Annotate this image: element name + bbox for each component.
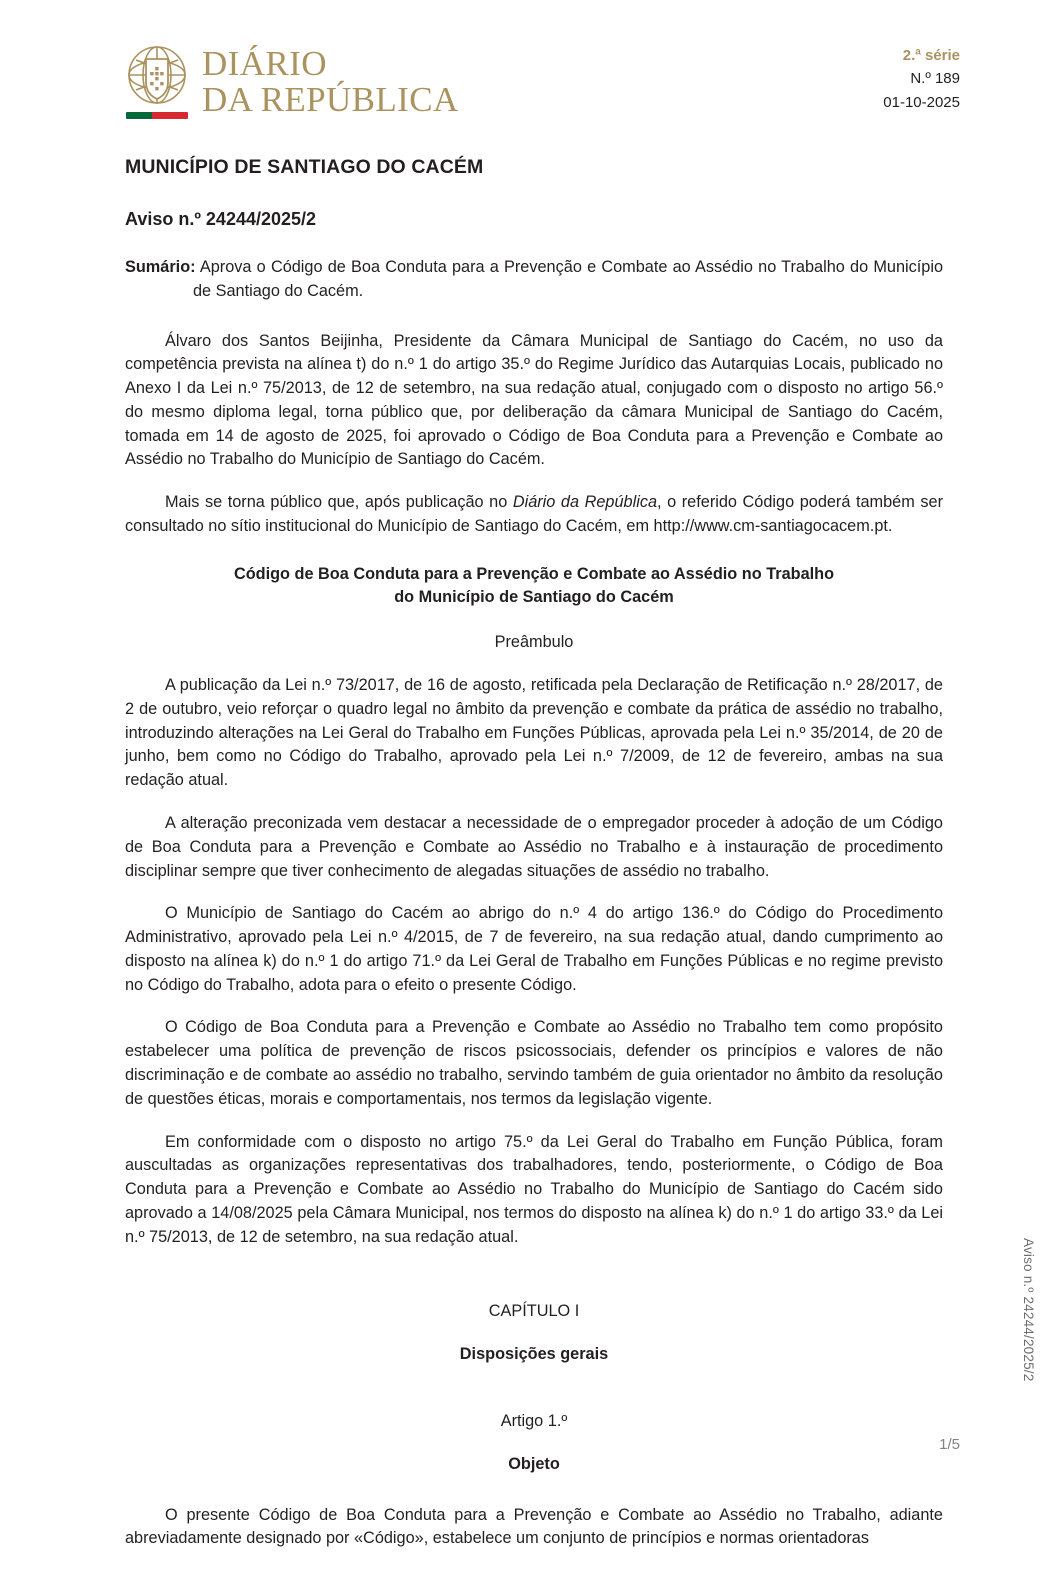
portugal-flag-bar-icon [126,112,188,119]
issue-number: N.º 189 [910,70,960,88]
preamble-paragraph-5: Em conformidade com o disposto no artigo 75.º da Lei Geral do Trabalho em Função Pública, foram auscultadas as organizações representativas dos trabalhadores, tendo, posteriormente, o Código de Boa Conduta para a Prevenção e Combate ao Assédio no Trabalho do Município de Santiago do Cacém sido aprovado a 14/08/2025 pela Câmara Municipal, nos termos do disposto na alínea k) do n.º 1 do artigo 33.º da Lei n.º 75/2013, de 12 de setembro, na sua redação atual. [125,1132,943,1246]
mais-prefix: Mais se torna público que, após publicação no [165,493,513,512]
document-content [125,156,943,1570]
article-name: Objeto [508,1454,560,1473]
side-notice-label: Aviso n.º 24244/2025/2 [1021,1238,1036,1382]
page-indicator: 1/5 [939,1436,960,1453]
preamble-paragraph-1: A publicação da Lei n.º 73/2017, de 16 de agosto, retificada pela Declaração de Retificação n.º 28/2017, de 2 de outubro, veio reforçar o quadro legal no âmbito da prevenção e combate da prática de assédio no trabalho, introduzindo alterações na Lei Geral do Trabalho em Funções Públicas, aprovada pela Lei n.º 35/2014, de 20 de junho, bem como no Código do Trabalho, aprovado pela Lei n.º 7/2009, de 12 de fevereiro, ambas na sua redação atual. [125,676,943,790]
page-title: MUNICÍPIO DE SANTIAGO DO CACÉM [125,156,484,178]
issue-info [883,44,960,114]
code-title [125,563,943,609]
logo-line-2: DA REPÚBLICA [202,80,459,120]
paragraph-mais-se-torna-publico [125,491,943,539]
summary-block [125,256,943,304]
notice-title: Aviso n.º 24244/2025/2 [125,209,317,229]
page-masthead [0,0,1058,140]
logo-line-1: DIÁRIO [202,44,327,83]
code-title-line-2: do Município de Santiago do Cacém [394,587,674,606]
article-1-text: O presente Código de Boa Conduta para a Prevenção e Combate ao Assédio no Trabalho, adiante abreviadamente designado por «Código», estabelece um conjunto de princípios e normas orientadoras [125,1505,943,1548]
mais-suffix: , o referido Código poderá também ser consultado no sítio institucional do Município de Santiago do Cacém, em http://www.cm-santiagocacem.pt. [125,493,943,536]
emblem-with-flag [126,44,188,119]
summary-label: Sumário: [125,258,196,276]
issue-date: 01-10-2025 [883,93,960,111]
code-title-line-1: Código de Boa Conduta para a Prevenção e Combate ao Assédio no Trabalho [233,564,835,583]
summary-text: Aprova o Código de Boa Conduta para a Prevenção e Combate ao Assédio no Trabalho do Município de Santiago do Cacém. [193,258,944,300]
logo-wordmark [202,46,459,119]
portugal-armillary-sphere-icon [126,44,188,106]
diario-da-republica-logo [126,44,459,119]
flag-green-stripe [126,112,152,119]
preamble-paragraph-2: A alteração preconizada vem destacar a necessidade de o empregador proceder à adoção de um Código de Boa Conduta para a Prevenção e Combate ao Assédio no Trabalho e à instauração de procedimento disciplinar sempre que tiver conhecimento de alegadas situações de assédio no trabalho. [125,814,943,880]
chapter-number: CAPÍTULO I [488,1301,580,1320]
chapter-name: Disposições gerais [459,1344,609,1363]
preamble-paragraph-3: O Município de Santiago do Cacém ao abrigo do n.º 4 do artigo 136.º do Código do Procedimento Administrativo, aprovado pela Lei n.º 4/2015, de 7 de fevereiro, na sua redação atual, dando cumprimento ao disposto na alínea k) do n.º 1 do artigo 71.º da Lei Geral de Trabalho em Funções Públicas e no regime previsto no Código do Trabalho, adota para o efeito o presente Código. [125,904,943,994]
paragraph-presidente: Álvaro dos Santos Beijinha, Presidente da Câmara Municipal de Santiago do Cacém, no uso da competência prevista na alínea t) do n.º 1 do artigo 35.º do Regime Jurídico das Autarquias Locais, publicado no Anexo I da Lei n.º 75/2013, de 12 de setembro, na sua redação atual, conjugado com o disposto no artigo 56.º do mesmo diploma legal, torna público que, por deliberação da câmara Municipal de Santiago do Cacém, tomada em 14 de agosto de 2025, foi aprovado o Código de Boa Conduta para a Prevenção e Combate ao Assédio no Trabalho do Município de Santiago do Cacém. [125,331,943,469]
chapter-heading-block [125,1302,943,1474]
diario-da-republica-italic: Diário da República [512,493,658,512]
flag-red-stripe [152,112,188,119]
issue-series: 2.ª série [902,47,960,64]
article-number: Artigo 1.º [500,1411,568,1430]
preamble-paragraph-4: O Código de Boa Conduta para a Prevenção e Combate ao Assédio no Trabalho tem como propósito estabelecer uma política de prevenção de riscos psicossociais, defender os princípios e valores de não discriminação e de combate ao assédio no trabalho, servindo também de guia orientador no âmbito da resolução de questões éticas, morais e comportamentais, nos termos da legislação vigente. [125,1018,943,1108]
preamble-heading: Preâmbulo [494,633,574,652]
